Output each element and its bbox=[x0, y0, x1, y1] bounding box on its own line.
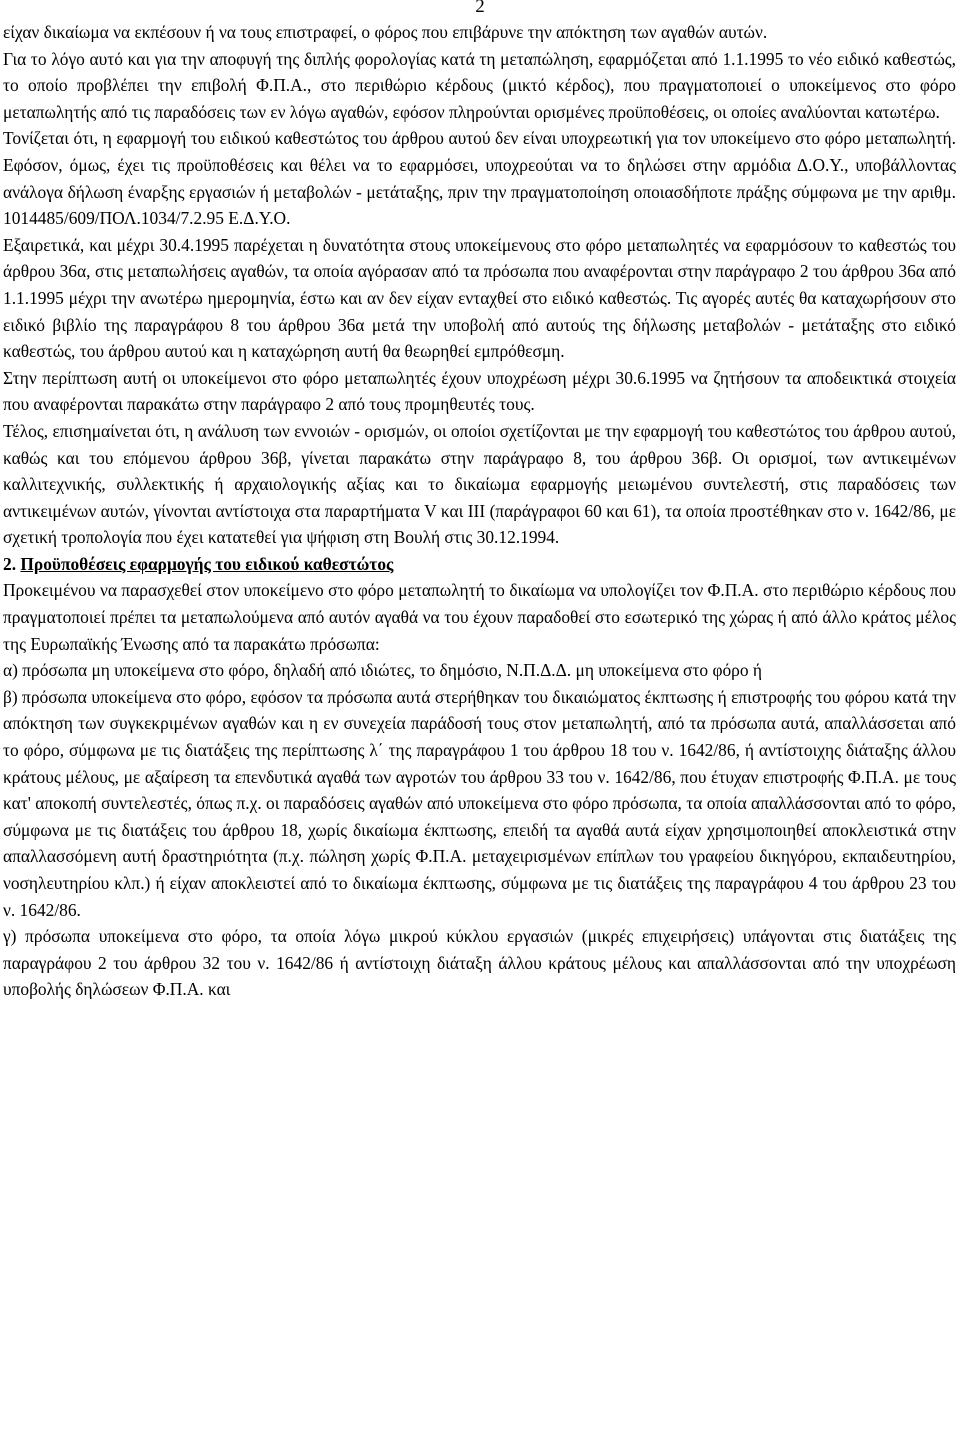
section-title: Προϋποθέσεις εφαρμογής του ειδικού καθεστώτος bbox=[20, 553, 394, 574]
paragraph-6: Τέλος, επισημαίνεται ότι, η ανάλυση των εννοιών - ορισμών, οι οποίοι σχετίζονται με την εφαρμογή του καθεστώτος του άρθρου αυτού, καθώς και του επόμενου άρθρου 36β, γίνεται παρακάτω στην παράγραφο 8, του άρθρου 36β. Οι ορισμοί, των αντικειμένων καλλιτεχνικής, συλλεκτικής ή αρχαιολογικής αξίας και το δικαίωμα εφαρμογής μειωμένου συντελεστή, στις παραδόσεις των αντικειμένων αυτών, γίνονται αντίστοιχα στα παραρτήματα V και ΙΙΙ (παράγραφοι 60 και 61), τα οποία προστέθηκαν στο ν. 1642/86, με σχετική τροπολογία που έχει κατατεθεί για ψήφιση στη Βουλή στις 30.12.1994. bbox=[3, 420, 956, 548]
section-heading bbox=[3, 551, 956, 578]
paragraph-1: είχαν δικαίωμα να εκπέσουν ή να τους επιστραφεί, ο φόρος που επιβάρυνε την απόκτηση των αγαθών αυτών. bbox=[3, 22, 768, 42]
page-number: 2 bbox=[475, 0, 485, 17]
document-body bbox=[3, 19, 956, 1003]
paragraph-7: Προκειμένου να παρασχεθεί στον υποκείμενο στο φόρο μεταπωλητή το δικαίωμα να υπολογίζει τον Φ.Π.Α. στο περιθώριο κέρδους που πραγματοποιεί πρέπει τα μεταπωλούμενα από αυτόν αγαθά να του έχουν παραδοθεί στο εσωτερικό της χώρας ή από άλλο κράτος μέλος της Ευρωπαϊκής Ένωσης από τα παρακάτω πρόσωπα: bbox=[3, 580, 956, 654]
paragraph-3: Τονίζεται ότι, η εφαρμογή του ειδικού καθεστώτος του άρθρου αυτού δεν είναι υποχρεωτική για τον υποκείμενο στο φόρο μεταπωλητή. Εφόσον, όμως, έχει τις προϋποθέσεις και θέλει να το εφαρμόσει, υποχρεούται να το δηλώσει στην αρμόδια Δ.Ο.Υ., υποβάλλοντας ανάλογα δήλωση έναρξης εργασιών ή μεταβολών - μετάταξης, πριν την πραγματοποίηση οποιασδήποτε πράξης σύμφωνα με την αριθμ. 1014485/609/ΠΟΛ.1034/7.2.95 Ε.Δ.Υ.Ο. bbox=[3, 128, 956, 229]
section-number: 2. bbox=[3, 553, 17, 574]
list-item-c: γ) πρόσωπα υποκείμενα στο φόρο, τα οποία λόγω μικρού κύκλου εργασιών (μικρές επιχειρήσεις) υπάγονται στις διατάξεις της παραγράφου 2 του άρθρου 32 του ν. 1642/86 ή αντίστοιχη διάταξη άλλου κράτους μέλους και απαλλάσσονται από την υποχρέωση υποβολής δηλώσεων Φ.Π.Α. και bbox=[3, 926, 956, 1000]
list-item-a: α) πρόσωπα μη υποκείμενα στο φόρο, δηλαδή από ιδιώτες, το δημόσιο, Ν.Π.Δ.Δ. μη υποκείμενα στο φόρο ή bbox=[3, 660, 762, 681]
paragraph-4: Εξαιρετικά, και μέχρι 30.4.1995 παρέχεται η δυνατότητα στους υποκείμενους στο φόρο μεταπωλητές να εφαρμόσουν το καθεστώς του άρθρου 36α, στις μεταπωλήσεις αγαθών, τα οποία αγόρασαν από τα πρόσωπα που αναφέρονται στην παράγραφο 2 του άρθρου 36α από 1.1.1995 μέχρι την ανωτέρω ημερομηνία, έστω και αν δεν είχαν ενταχθεί στο ειδικό καθεστώς. Τις αγορές αυτές θα καταχωρήσουν στο ειδικό βιβλίο της παραγράφου 8 του άρθρου 36α μετά την υποβολή από αυτούς της δήλωσης μεταβολών - μετάταξης στο ειδικό καθεστώς, του άρθρου αυτού και η καταχώρηση αυτή θα θεωρηθεί εμπρόθεσμη. bbox=[3, 234, 956, 362]
paragraph-2: Για το λόγο αυτό και για την αποφυγή της διπλής φορολογίας κατά τη μεταπώληση, εφαρμόζεται από 1.1.1995 το νέο ειδικό καθεστώς, το οποίο προβλέπει την επιβολή Φ.Π.Α., στο περιθώριο κέρδους (μικτό κέρδος), που πραγματοποιεί ο υποκείμενος στο φόρο μεταπωλητής από τις παραδόσεις των εν λόγω αγαθών, εφόσον πληρούνται ορισμένες προϋποθέσεις, οι οποίες αναλύονται κατωτέρω. bbox=[3, 48, 956, 122]
list-item-b: β) πρόσωπα υποκείμενα στο φόρο, εφόσον τα πρόσωπα αυτά στερήθηκαν του δικαιώματος έκπτωσης ή επιστροφής του φόρου κατά την απόκτηση των συγκεκριμένων αγαθών και η εν συνεχεία παράδοσή τους στον μεταπωλητή, από τα πρόσωπα αυτά, απαλλάσσεται από το φόρο, σύμφωνα με τις διατάξεις της περίπτωσης λ΄ της παραγράφου 1 του άρθρου 18 του ν. 1642/86, ή αντίστοιχης διάταξης άλλου κράτους μέλους, με αξαίρεση τα επενδυτικά αγαθά των αγροτών του άρθρου 33 του ν. 1642/86, που έτυχαν επιστροφής Φ.Π.Α. με τους κατ' αποκοπή συντελεστές, όπως π.χ. οι παραδόσεις αγαθών από υποκείμενα στο φόρο πρόσωπα, τα οποία απαλλάσσονται από το φόρο, σύμφωνα με τις διατάξεις του άρθρου 18, χωρίς δικαίωμα έκπτωσης, επειδή τα αγαθά αυτά είχαν χρησιμοποιηθεί αποκλειστικά στην απαλλασσόμενη αυτή δραστηριότητα (π.χ. πώληση χωρίς Φ.Π.Α. μεταχειρισμένων επίπλων του γραφείου δικηγόρου, εκπαιδευτηρίου, νοσηλευτηρίου κλπ.) ή είχαν αποκλειστεί από το δικαίωμα έκπτωσης, σύμφωνα με τις διατάξεις της παραγράφου 4 του άρθρου 23 του ν. 1642/86. bbox=[3, 686, 956, 920]
paragraph-5: Στην περίπτωση αυτή οι υποκείμενοι στο φόρο μεταπωλητές έχουν υποχρέωση μέχρι 30.6.1995 να ζητήσουν τα αποδεικτικά στοιχεία που αναφέρονται παρακάτω στην παράγραφο 2 από τους προμηθευτές τους. bbox=[3, 367, 956, 415]
